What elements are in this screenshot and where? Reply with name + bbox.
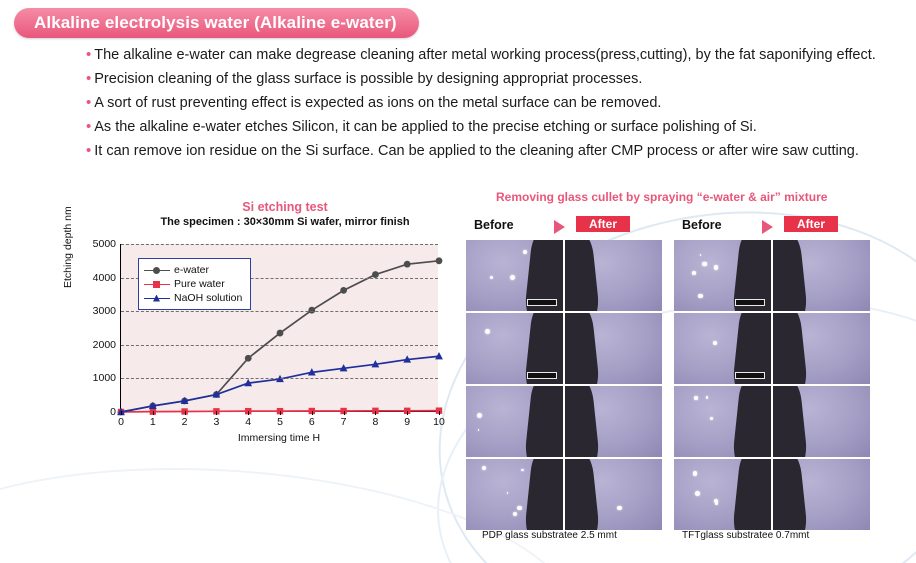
glass-cullet-speck <box>477 413 482 418</box>
chart-marker <box>308 307 315 314</box>
photo-grid <box>674 240 870 530</box>
chart-x-tick: 0 <box>118 416 124 428</box>
legend-marker-circle-icon <box>144 265 170 275</box>
legend-item-naoh <box>144 291 242 305</box>
bullet-list <box>86 47 886 167</box>
chart-x-tick: 8 <box>372 416 379 428</box>
photo-cell <box>565 386 662 457</box>
chart-x-tickmark <box>153 411 154 415</box>
chart-marker <box>436 257 443 264</box>
list-item <box>86 47 886 64</box>
chart-y-tick: 4000 <box>92 271 116 284</box>
chart-x-tickmark <box>280 411 281 415</box>
legend-marker-square-icon <box>144 279 170 289</box>
legend-item-pure-water <box>144 277 242 291</box>
bullet-dot-icon: • <box>86 94 92 111</box>
chart-x-tickmark <box>344 411 345 415</box>
photo-cell <box>674 240 771 311</box>
photo-cell <box>674 313 771 384</box>
chart-marker <box>277 330 284 337</box>
glass-cullet-speck <box>714 265 718 269</box>
photo-cell <box>674 459 771 530</box>
chart-marker <box>245 355 252 362</box>
photo-cell <box>773 240 870 311</box>
scale-bar <box>735 372 765 379</box>
photo-caption-pdp: PDP glass substratee 2.5 mmt <box>482 530 617 541</box>
chart-y-tick: 1000 <box>92 372 116 385</box>
glass-cullet-speck <box>617 506 621 510</box>
glass-cullet-speck <box>510 275 515 280</box>
photo-cell <box>565 313 662 384</box>
photo-cell <box>466 313 563 384</box>
chart-x-tickmark <box>439 411 440 415</box>
photo-cell <box>773 459 870 530</box>
arrow-right-icon <box>762 220 773 234</box>
chart-line-naoh-solution <box>121 356 439 412</box>
chart-x-tickmark <box>216 411 217 415</box>
chart-x-tickmark <box>121 411 122 415</box>
bullet-text: Precision cleaning of the glass surface is possible by designing appropriat processes. <box>94 71 643 87</box>
chart-y-tick: 0 <box>110 406 116 418</box>
chart-y-tick: 3000 <box>92 305 116 318</box>
chart-marker <box>340 287 347 294</box>
chart-x-tick: 1 <box>149 416 156 428</box>
legend-marker-triangle-icon <box>144 293 170 303</box>
chart-x-tickmark <box>312 411 313 415</box>
scale-bar <box>527 299 557 306</box>
chart-x-axis-label: Immersing time H <box>237 432 321 444</box>
glass-cullet-speck <box>478 429 480 431</box>
photo-cell <box>466 459 563 530</box>
photo-cell <box>773 313 870 384</box>
scale-bar <box>735 299 765 306</box>
bullet-dot-icon: • <box>86 46 92 63</box>
chart-x-tick: 10 <box>433 416 445 428</box>
glass-cullet-speck <box>692 271 696 275</box>
list-item <box>86 71 886 88</box>
chart-x-tick: 9 <box>404 416 411 428</box>
chart-gridline <box>121 378 438 379</box>
photo-pair-tft <box>674 216 870 530</box>
after-label: After <box>576 216 630 232</box>
chart-gridline <box>121 345 438 346</box>
bullet-text: It can remove ion residue on the Si surface. Can be applied to the cleaning after CMP process or after wire saw cutting. <box>94 143 859 159</box>
list-item <box>86 119 886 136</box>
photo-caption-tft: TFTglass substratee 0.7mmt <box>682 530 810 541</box>
bullet-text: The alkaline e-water can make degrease cleaning after metal working process(press,cutting), by the fat saponifying effect. <box>94 47 876 63</box>
chart-subtitle: The specimen : 30×30mm Si wafer, mirror finish <box>160 216 410 228</box>
legend-item-e-water <box>144 263 242 277</box>
glass-cullet-speck <box>521 469 523 471</box>
photo-cell <box>565 240 662 311</box>
chart-x-tick: 3 <box>213 416 220 428</box>
chart-x-tick: 7 <box>340 416 347 428</box>
glass-cullet-speck <box>694 396 698 400</box>
chart-marker <box>404 261 411 268</box>
bullet-text: A sort of rust preventing effect is expected as ions on the metal surface can be removed. <box>94 95 662 111</box>
chart-y-tick: 5000 <box>92 238 116 250</box>
glass-cullet-speck <box>693 471 697 475</box>
photo-cell <box>466 240 563 311</box>
photo-cell <box>466 386 563 457</box>
chart-y-tick: 2000 <box>92 338 116 351</box>
chart-x-tickmark <box>185 411 186 415</box>
chart-y-axis-label: Etching depth nm <box>62 206 74 288</box>
legend-label: NaOH solution <box>174 292 243 304</box>
photo-pair-header <box>466 216 662 240</box>
chart-x-tickmark <box>407 411 408 415</box>
chart-gridline <box>121 244 438 245</box>
photo-cell <box>565 459 662 530</box>
photo-cell <box>674 386 771 457</box>
scale-bar <box>527 372 557 379</box>
page-title: Alkaline electrolysis water (Alkaline e-water) <box>14 8 419 38</box>
chart-title: Si etching test <box>242 200 328 214</box>
list-item <box>86 95 886 112</box>
arrow-right-icon <box>554 220 565 234</box>
chart-legend <box>138 258 251 310</box>
photo-comparison-block <box>466 190 886 555</box>
glass-cullet-speck <box>713 341 717 345</box>
legend-label: e-water <box>174 264 210 276</box>
glass-cullet-speck <box>695 491 700 496</box>
before-label: Before <box>682 218 722 232</box>
chart-gridline <box>121 311 438 312</box>
chart-x-tick: 6 <box>308 416 315 428</box>
glass-cullet-speck <box>517 506 522 511</box>
list-item <box>86 143 886 160</box>
before-label: Before <box>474 218 514 232</box>
after-label: After <box>784 216 838 232</box>
legend-label: Pure water <box>174 278 225 290</box>
bullet-dot-icon: • <box>86 118 92 135</box>
chart-x-tick: 4 <box>245 416 252 428</box>
photo-pair-pdp <box>466 216 662 530</box>
chart-x-tick: 5 <box>277 416 283 428</box>
chart-x-tickmark <box>375 411 376 415</box>
bullet-dot-icon: • <box>86 70 92 87</box>
photo-pair-header <box>674 216 870 240</box>
photo-section-heading: Removing glass cullet by spraying “e-water & air” mixture <box>496 190 828 204</box>
si-etching-chart <box>60 200 470 465</box>
chart-x-tickmark <box>248 411 249 415</box>
chart-x-tick: 2 <box>181 416 188 428</box>
bullet-dot-icon: • <box>86 142 92 159</box>
bullet-text: As the alkaline e-water etches Silicon, it can be applied to the precise etching or surface polishing of Si. <box>94 119 757 135</box>
photo-cell <box>773 386 870 457</box>
photo-grid <box>466 240 662 530</box>
